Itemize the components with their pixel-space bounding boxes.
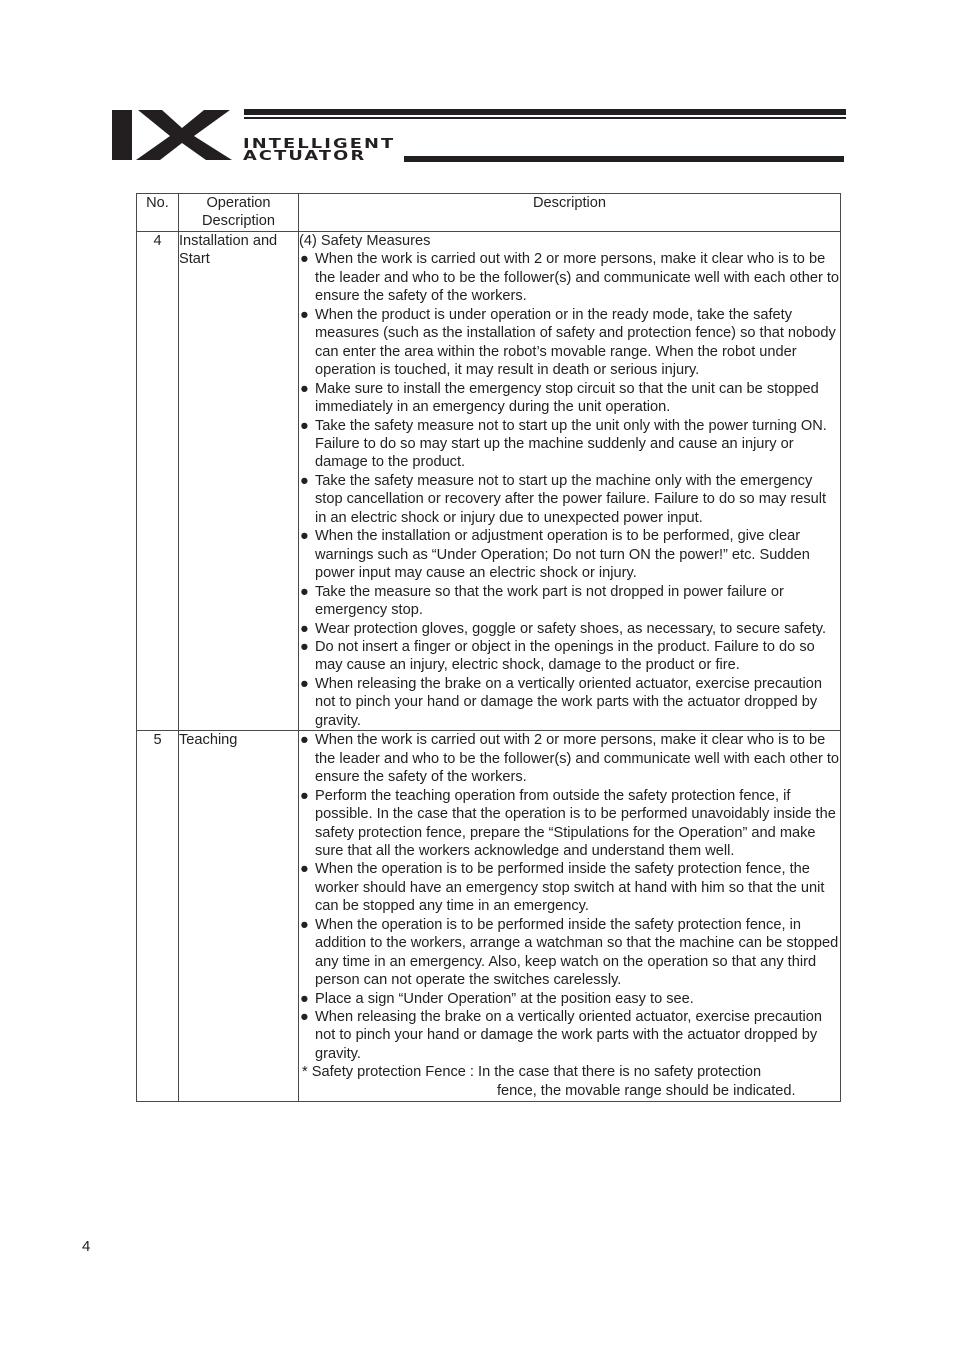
bullet-icon: ● (300, 732, 309, 749)
row-number: 5 (137, 731, 179, 1102)
row-operation: Installation and Start (179, 232, 299, 731)
ix-logo-icon (112, 108, 234, 164)
logo-rule-bottom (404, 156, 844, 162)
page-number: 4 (82, 1238, 91, 1255)
bullet-icon: ● (300, 638, 309, 655)
row-operation: Teaching (179, 731, 299, 1102)
bullet-icon: ● (300, 861, 309, 878)
list-item: ● Take the safety measure not to start up the machine only with the emergency stop cancellation or recovery after the power failure. Failure to do so may result in an electric shock or injury due to unexpected power input. (300, 472, 827, 526)
section-subtitle: (4) Safety Measures (299, 233, 431, 249)
table-row (137, 731, 841, 1102)
logo-rule-top-thin (244, 117, 846, 119)
row-description (299, 731, 841, 1102)
bullet-icon: ● (300, 620, 309, 637)
logo-rule-top (244, 109, 846, 115)
footnote-line-1: * Safety protection Fence : In the case that there is no safety protection (302, 1064, 762, 1081)
list-item: ● When the work is carried out with 2 or more persons, make it clear who is to be the leader and who to be the follower(s) and communicate well with each other to ensure the safety of the workers. (300, 251, 840, 305)
header-no: No. (137, 194, 179, 232)
list-item: ● When releasing the brake on a vertically oriented actuator, exercise precaution not to pinch your hand or damage the work parts with the actuator dropped by gravity. (300, 1009, 823, 1062)
header-description: Description (299, 194, 841, 232)
bullet-icon: ● (300, 583, 309, 600)
list-item: ● Take the measure so that the work part is not dropped in power failure or emergency stop. (300, 583, 784, 619)
safety-table (136, 193, 841, 1102)
row-number: 4 (137, 232, 179, 731)
table-row (137, 232, 841, 731)
list-item: ● Make sure to install the emergency stop circuit so that the unit can be stopped immediately in an emergency during the unit operation. (300, 380, 819, 416)
list-item: ● When the product is under operation or in the ready mode, take the safety measures (such as the installation of safety and protection fence) so that nobody can enter the area within the robot’s movable range. When the robot under operation is touched, it may result in death or serious injury. (300, 306, 836, 379)
list-item: ● Place a sign “Under Operation” at the position easy to see. (300, 990, 694, 1007)
list-item: ● Take the safety measure not to start up the unit only with the power turning ON. Failure to do so may start up the machine suddenly and cause an injury or damage to the product. (300, 417, 827, 471)
list-item: ● Wear protection gloves, goggle or safety shoes, as necessary, to secure safety. (300, 620, 827, 637)
bullet-icon: ● (300, 675, 309, 692)
list-item: ● When the operation is to be performed inside the safety protection fence, in addition to the workers, arrange a watchman so that the machine can be stopped any time in an emergency. Also, keep watch on the operation so that any third person can not operate the switches carelessly. (300, 916, 839, 989)
bullet-icon: ● (300, 472, 309, 489)
footnote-line-2: fence, the movable range should be indicated. (497, 1082, 796, 1099)
bullet-icon: ● (300, 787, 309, 804)
list-item: ● When releasing the brake on a vertically oriented actuator, exercise precaution not to pinch your hand or damage the work parts with the actuator dropped by gravity. (300, 675, 823, 729)
bullet-icon: ● (300, 990, 309, 1007)
bullet-list (299, 731, 840, 1063)
bullet-icon: ● (300, 306, 309, 323)
list-item: ● When the work is carried out with 2 or more persons, make it clear who is to be the leader and who to be the follower(s) and communicate well with each other to ensure the safety of the workers. (300, 732, 840, 786)
logo-word-intelligent: INTELLIGENT (243, 136, 396, 152)
bullet-icon: ● (300, 380, 309, 397)
bullet-icon: ● (300, 916, 309, 933)
header-operation: Operation Description (179, 194, 299, 232)
bullet-icon: ● (300, 417, 309, 434)
list-item: ● Do not insert a finger or object in the openings in the product. Failure to do so may cause an injury, electric shock, damage to the product or fire. (300, 638, 815, 674)
table-header-row (137, 194, 841, 232)
bullet-list (299, 250, 840, 730)
bullet-icon: ● (300, 1009, 309, 1026)
bullet-icon: ● (300, 251, 309, 268)
row-description (299, 232, 841, 731)
footnote (299, 1063, 840, 1101)
bullet-icon: ● (300, 528, 309, 545)
list-item: ● Perform the teaching operation from outside the safety protection fence, if possible. In the case that the operation is to be performed unavoidably inside the safety protection fence, prepare the “Stipulations for the Operation” and make sure that all the workers acknowledge and understand them well. (300, 787, 836, 859)
list-item: ● When the operation is to be performed inside the safety protection fence, the worker should have an emergency stop switch at hand with him so that the unit can be stopped any time in an emergency. (300, 861, 825, 915)
list-item: ● When the installation or adjustment operation is to be performed, give clear warnings such as “Under Operation; Do not turn ON the power!” etc. Sudden power input may cause an electric shock or injury. (300, 528, 810, 582)
logo-word-actuator: ACTUATOR (243, 148, 367, 164)
